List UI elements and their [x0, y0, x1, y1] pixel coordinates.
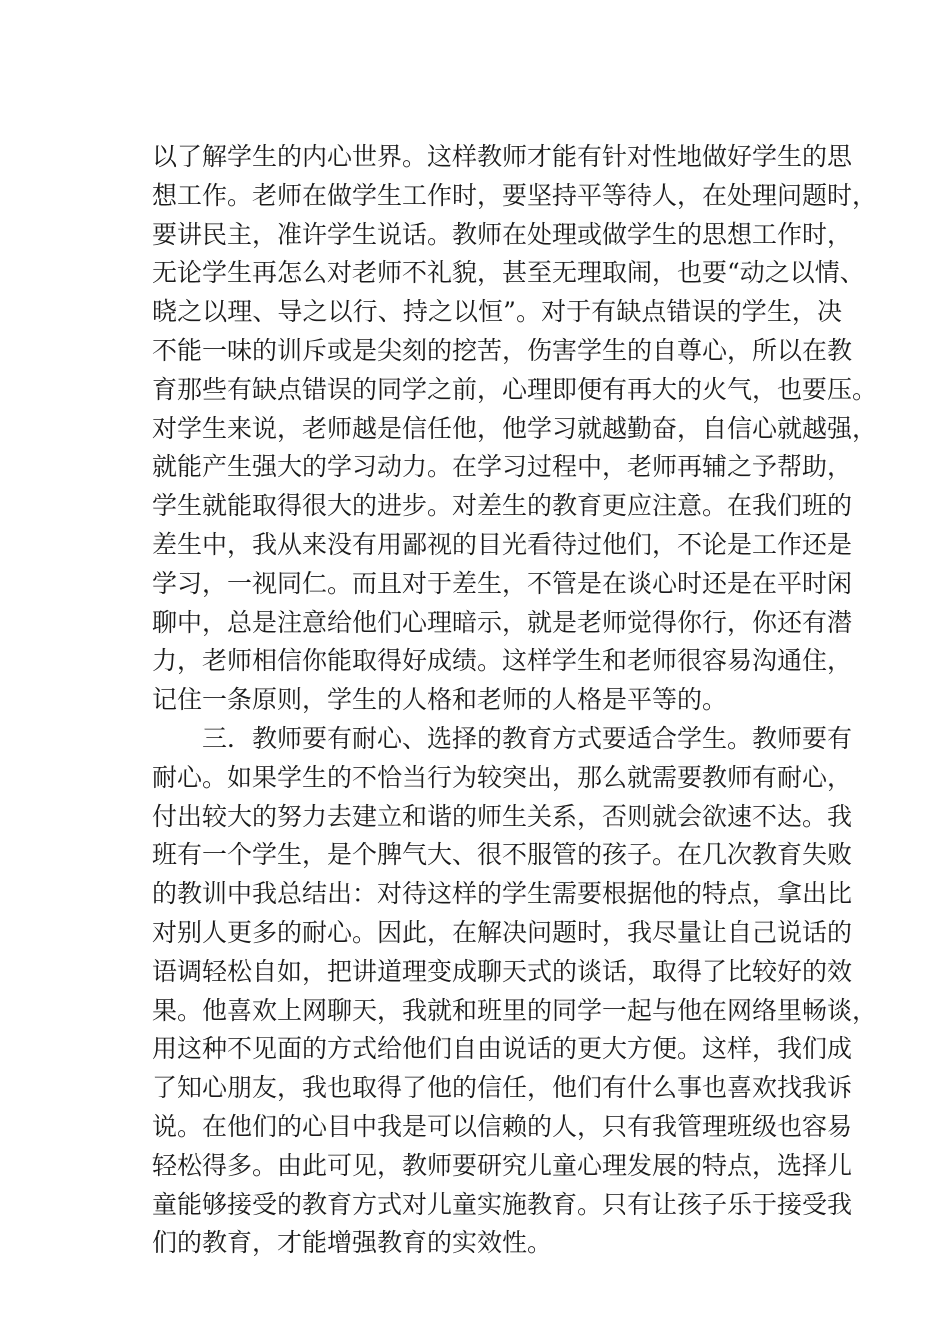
text-line: 聊中，总是注意给他们心理暗示，就是老师觉得你行，你还有潜 — [152, 607, 853, 637]
section-heading-line: 三．教师要有耐心、选择的教育方式要适合学生。教师要有 — [202, 723, 853, 753]
text-line: 说。在他们的心目中我是可以信赖的人，只有我管理班级也容易 — [152, 1111, 853, 1141]
text-line: 语调轻松自如，把讲道理变成聊天式的谈话，取得了比较好的效 — [152, 956, 853, 986]
text-line: 力，老师相信你能取得好成绩。这样学生和老师很容易沟通住， — [152, 646, 853, 676]
text-line: 差生中，我从来没有用鄙视的目光看待过他们，不论是工作还是 — [152, 529, 853, 559]
text-line: 的教训中我总结出：对待这样的学生需要根据他的特点，拿出比 — [152, 879, 853, 909]
text-line: 以了解学生的内心世界。这样教师才能有针对性地做好学生的思 — [152, 142, 853, 171]
text-line: 就能产生强大的学习动力。在学习过程中，老师再辅之予帮助， — [152, 452, 853, 482]
paragraph-end-line: 们的教育，才能增强教育的实效性。 — [152, 1228, 553, 1258]
text-line: 耐心。如果学生的不恰当行为较突出，那么就需要教师有耐心， — [152, 762, 853, 792]
text-line: 果。他喜欢上网聊天，我就和班里的同学一起与他在网络里畅谈， — [152, 995, 878, 1025]
paragraph-end-line: 记住一条原则，学生的人格和老师的人格是平等的。 — [152, 685, 728, 715]
text-line: 轻松得多。由此可见，教师要研究儿童心理发展的特点，选择儿 — [152, 1150, 853, 1180]
text-line: 班有一个学生，是个脾气大、很不服管的孩子。在几次教育失败 — [152, 840, 853, 870]
text-line: 想工作。老师在做学生工作时，要坚持平等待人，在处理问题时， — [152, 180, 878, 210]
text-line: 用这种不见面的方式给他们自由说话的更大方便。这样，我们成 — [152, 1034, 853, 1064]
text-line: 不能一味的训斥或是尖刻的挖苦，伤害学生的自尊心，所以在教 — [152, 335, 853, 365]
text-line: 要讲民主，准许学生说话。教师在处理或做学生的思想工作时， — [152, 219, 853, 249]
text-line: 晓之以理、导之以行、持之以恒”。对于有缺点错误的学生，决 — [152, 297, 842, 327]
body-text — [152, 138, 878, 1263]
text-line: 童能够接受的教育方式对儿童实施教育。只有让孩子乐于接受我 — [152, 1189, 853, 1219]
text-line: 育那些有缺点错误的同学之前，心理即便有再大的火气，也要压。 — [152, 374, 878, 404]
text-line: 无论学生再怎么对老师不礼貌，甚至无理取闹，也要“动之以情、 — [152, 258, 865, 288]
text-line: 学习，一视同仁。而且对于差生，不管是在谈心时还是在平时闲 — [152, 568, 853, 598]
text-line: 了知心朋友，我也取得了他的信任，他们有什么事也喜欢找我诉 — [152, 1073, 853, 1103]
text-line: 对学生来说，老师越是信任他，他学习就越勤奋，自信心就越强， — [152, 413, 878, 443]
text-line: 付出较大的努力去建立和谐的师生关系，否则就会欲速不达。我 — [152, 801, 853, 831]
text-line: 对别人更多的耐心。因此，在解决问题时，我尽量让自己说话的 — [152, 917, 853, 947]
text-line: 学生就能取得很大的进步。对差生的教育更应注意。在我们班的 — [152, 491, 853, 521]
